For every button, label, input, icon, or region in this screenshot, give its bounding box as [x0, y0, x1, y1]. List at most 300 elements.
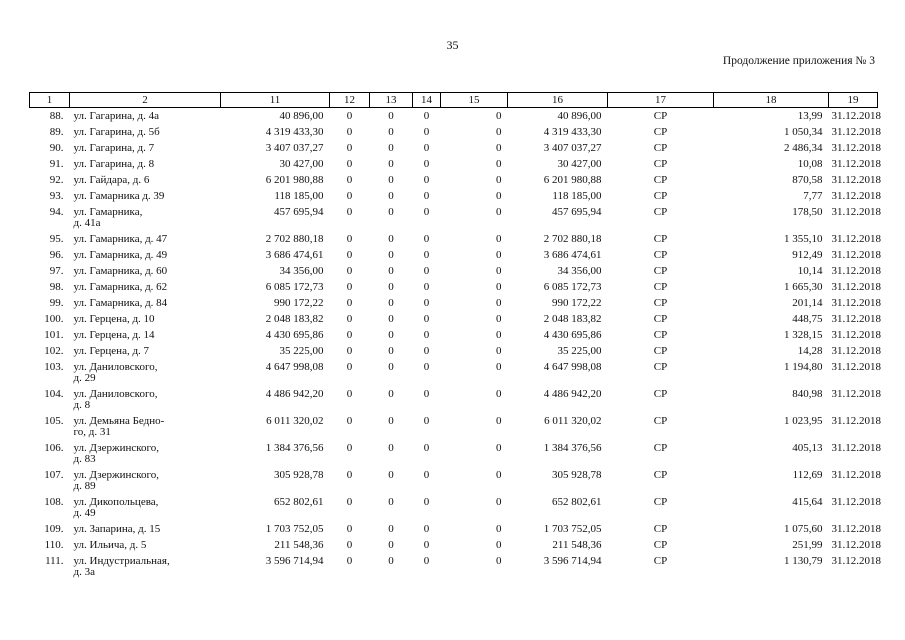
address: ул. Гамарника, д. 41а: [73, 206, 143, 229]
col-16-value: 6 085 172,73: [543, 281, 602, 293]
address: ул. Гамарника, д. 49: [73, 249, 168, 261]
col-header-2: 2: [70, 93, 221, 108]
col-12-value: 0: [346, 469, 353, 481]
col-18-value: 840,98: [792, 388, 823, 400]
address: ул. Герцена, д. 14: [73, 329, 155, 341]
col-14-value: 0: [423, 361, 430, 373]
col-12-value: 0: [346, 388, 353, 400]
col-12-value: 0: [346, 110, 353, 122]
address: ул. Гагарина, д. 8: [73, 158, 155, 170]
row-number: 94.: [49, 206, 64, 218]
col-17-code: СР: [653, 281, 668, 293]
col-19-date: 31.12.2018: [831, 539, 881, 551]
col-17-code: СР: [653, 329, 668, 341]
col-13-value: 0: [388, 388, 394, 400]
col-17-code: СР: [653, 469, 668, 481]
address: ул. Даниловского, д. 29: [73, 361, 158, 384]
col-11-value: 4 430 695,86: [265, 329, 324, 341]
col-11-value: 1 703 752,05: [265, 523, 324, 535]
col-18-value: 1 050,34: [784, 126, 823, 138]
table-row: [30, 311, 878, 327]
col-18-value: 13,99: [797, 110, 823, 122]
col-14-value: 0: [423, 329, 430, 341]
col-12-value: 0: [346, 523, 353, 535]
col-19-date: 31.12.2018: [831, 555, 881, 567]
col-15-value: 0: [496, 233, 502, 245]
col-15-value: 0: [496, 249, 502, 261]
col-13-value: 0: [388, 142, 394, 154]
col-17-code: СР: [653, 142, 668, 154]
col-11-value: 1 384 376,56: [265, 442, 324, 454]
row-number: 109.: [44, 523, 64, 535]
col-16-value: 30 427,00: [557, 158, 602, 170]
table-row: [30, 343, 878, 359]
appendix-caption: Продолжение приложения № 3: [722, 55, 875, 67]
col-15-value: 0: [496, 313, 502, 325]
table-row: [30, 359, 878, 386]
row-number: 90.: [49, 142, 64, 154]
col-18-value: 448,75: [792, 313, 823, 325]
table-row: [30, 413, 878, 440]
col-14-value: 0: [423, 265, 430, 277]
col-18-value: 7,77: [803, 190, 823, 202]
col-13-value: 0: [388, 110, 394, 122]
col-18-value: 10,08: [797, 158, 823, 170]
col-19-date: 31.12.2018: [831, 388, 881, 400]
col-17-code: СР: [653, 206, 668, 218]
col-12-value: 0: [346, 249, 353, 261]
col-header-19: 19: [829, 93, 878, 108]
table-row: [30, 386, 878, 413]
col-18-value: 1 075,60: [784, 523, 823, 535]
col-16-value: 4 486 942,20: [543, 388, 602, 400]
col-header-15: 15: [441, 93, 508, 108]
col-12-value: 0: [346, 345, 353, 357]
col-16-value: 305 928,78: [552, 469, 602, 481]
col-14-value: 0: [423, 233, 430, 245]
table-row: [30, 279, 878, 295]
col-13-value: 0: [388, 265, 394, 277]
col-17-code: СР: [653, 345, 668, 357]
col-19-date: 31.12.2018: [831, 496, 881, 508]
row-number: 99.: [49, 297, 64, 309]
address: ул. Дикопольцева, д. 49: [73, 496, 159, 519]
col-15-value: 0: [496, 442, 502, 454]
row-number: 92.: [49, 174, 64, 186]
row-number: 108.: [44, 496, 64, 508]
col-15-value: 0: [496, 555, 502, 567]
col-16-value: 6 011 320,02: [544, 415, 602, 427]
col-18-value: 1 665,30: [784, 281, 823, 293]
col-14-value: 0: [423, 249, 430, 261]
address: ул. Герцена, д. 10: [73, 313, 155, 325]
col-15-value: 0: [496, 469, 502, 481]
col-12-value: 0: [346, 361, 353, 373]
col-18-value: 405,13: [792, 442, 823, 454]
col-14-value: 0: [423, 469, 430, 481]
col-11-value: 6 011 320,02: [266, 415, 324, 427]
col-13-value: 0: [388, 523, 394, 535]
col-16-value: 652 802,61: [552, 496, 602, 508]
row-number: 89.: [49, 126, 64, 138]
col-12-value: 0: [346, 313, 353, 325]
row-number: 93.: [49, 190, 64, 202]
col-18-value: 14,28: [797, 345, 823, 357]
col-12-value: 0: [346, 415, 353, 427]
col-12-value: 0: [346, 158, 353, 170]
col-19-date: 31.12.2018: [831, 329, 881, 341]
col-17-code: СР: [653, 126, 668, 138]
row-number: 104.: [44, 388, 64, 400]
col-11-value: 211 548,36: [274, 539, 324, 551]
col-19-date: 31.12.2018: [831, 142, 881, 154]
col-13-value: 0: [388, 415, 394, 427]
col-header-14: 14: [413, 93, 441, 108]
row-number: 111.: [45, 555, 64, 567]
col-13-value: 0: [388, 297, 394, 309]
col-13-value: 0: [388, 496, 394, 508]
row-number: 105.: [44, 415, 64, 427]
address: ул. Дзержинского, д. 83: [73, 442, 160, 465]
table-row: [30, 467, 878, 494]
col-16-value: 118 185,00: [552, 190, 602, 202]
col-13-value: 0: [388, 313, 394, 325]
col-12-value: 0: [346, 442, 353, 454]
col-15-value: 0: [496, 329, 502, 341]
col-19-date: 31.12.2018: [831, 415, 881, 427]
col-17-code: СР: [653, 265, 668, 277]
col-13-value: 0: [388, 361, 394, 373]
col-14-value: 0: [423, 281, 430, 293]
col-17-code: СР: [653, 110, 668, 122]
col-13-value: 0: [388, 555, 394, 567]
row-number: 100.: [44, 313, 64, 325]
col-16-value: 457 695,94: [552, 206, 602, 218]
col-19-date: 31.12.2018: [831, 158, 881, 170]
col-11-value: 3 686 474,61: [265, 249, 324, 261]
col-11-value: 990 172,22: [274, 297, 324, 309]
table-row: [30, 140, 878, 156]
col-11-value: 40 896,00: [279, 110, 324, 122]
col-11-value: 2 702 880,18: [265, 233, 324, 245]
table-row: [30, 327, 878, 343]
col-17-code: СР: [653, 174, 668, 186]
col-19-date: 31.12.2018: [831, 206, 881, 218]
col-13-value: 0: [388, 190, 394, 202]
col-17-code: СР: [653, 249, 668, 261]
col-14-value: 0: [423, 345, 430, 357]
col-14-value: 0: [423, 190, 430, 202]
col-16-value: 3 686 474,61: [543, 249, 602, 261]
table-row: [30, 204, 878, 231]
col-16-value: 1 703 752,05: [543, 523, 602, 535]
address: ул. Гайдара, д. 6: [73, 174, 150, 186]
col-11-value: 457 695,94: [274, 206, 324, 218]
col-15-value: 0: [496, 523, 502, 535]
row-number: 97.: [49, 265, 64, 277]
col-18-value: 912,49: [792, 249, 823, 261]
col-18-value: 1 355,10: [784, 233, 823, 245]
col-18-value: 870,58: [792, 174, 823, 186]
col-16-value: 34 356,00: [557, 265, 602, 277]
col-18-value: 2 486,34: [784, 142, 823, 154]
col-header-17: 17: [608, 93, 714, 108]
col-12-value: 0: [346, 539, 353, 551]
table-row: [30, 537, 878, 553]
col-15-value: 0: [496, 174, 502, 186]
col-19-date: 31.12.2018: [831, 469, 881, 481]
col-12-value: 0: [346, 297, 353, 309]
row-number: 95.: [49, 233, 64, 245]
col-18-value: 415,64: [792, 496, 823, 508]
table-row: [30, 172, 878, 188]
col-16-value: 990 172,22: [552, 297, 602, 309]
table-row: [30, 553, 878, 580]
row-number: 96.: [49, 249, 64, 261]
col-19-date: 31.12.2018: [831, 126, 881, 138]
col-14-value: 0: [423, 555, 430, 567]
col-header-13: 13: [370, 93, 413, 108]
col-14-value: 0: [423, 496, 430, 508]
col-12-value: 0: [346, 265, 353, 277]
col-15-value: 0: [496, 190, 502, 202]
row-number: 103.: [44, 361, 64, 373]
col-15-value: 0: [496, 297, 502, 309]
col-11-value: 118 185,00: [274, 190, 324, 202]
address: ул. Гамарника, д. 84: [73, 297, 168, 309]
col-15-value: 0: [496, 361, 502, 373]
col-14-value: 0: [423, 539, 430, 551]
table-row: [30, 440, 878, 467]
address: ул. Герцена, д. 7: [73, 345, 150, 357]
col-18-value: 1 130,79: [784, 555, 823, 567]
table-row: [30, 247, 878, 263]
col-header-18: 18: [714, 93, 829, 108]
address: ул. Дзержинского, д. 89: [73, 469, 160, 492]
col-18-value: 251,99: [792, 539, 823, 551]
col-17-code: СР: [653, 313, 668, 325]
col-14-value: 0: [423, 415, 430, 427]
col-11-value: 4 319 433,30: [265, 126, 324, 138]
col-12-value: 0: [346, 281, 353, 293]
col-15-value: 0: [496, 539, 502, 551]
col-14-value: 0: [423, 523, 430, 535]
col-14-value: 0: [423, 206, 430, 218]
address: ул. Гагарина, д. 4а: [73, 110, 160, 122]
col-11-value: 34 356,00: [279, 265, 324, 277]
col-14-value: 0: [423, 110, 430, 122]
col-18-value: 1 194,80: [784, 361, 823, 373]
table-row: [30, 156, 878, 172]
col-11-value: 4 647 998,08: [265, 361, 324, 373]
col-13-value: 0: [388, 539, 394, 551]
col-11-value: 305 928,78: [274, 469, 324, 481]
table-row: [30, 231, 878, 247]
col-18-value: 178,50: [792, 206, 823, 218]
col-16-value: 2 048 183,82: [543, 313, 602, 325]
col-17-code: СР: [653, 388, 668, 400]
col-13-value: 0: [388, 249, 394, 261]
address: ул. Гамарника, д. 47: [73, 233, 168, 245]
col-13-value: 0: [388, 233, 394, 245]
col-13-value: 0: [388, 345, 394, 357]
col-16-value: 4 647 998,08: [543, 361, 602, 373]
col-19-date: 31.12.2018: [831, 297, 881, 309]
col-19-date: 31.12.2018: [831, 249, 881, 261]
col-11-value: 3 596 714,94: [265, 555, 324, 567]
col-12-value: 0: [346, 496, 353, 508]
header-row: [30, 93, 878, 108]
col-16-value: 3 407 037,27: [543, 142, 602, 154]
address: ул. Гагарина, д. 7: [73, 142, 155, 154]
row-number: 106.: [44, 442, 64, 454]
table-row: [30, 521, 878, 537]
table-row: [30, 188, 878, 204]
col-16-value: 4 430 695,86: [543, 329, 602, 341]
col-13-value: 0: [388, 329, 394, 341]
table-row: [30, 124, 878, 140]
col-17-code: СР: [653, 297, 668, 309]
col-18-value: 10,14: [797, 265, 823, 277]
col-17-code: СР: [653, 158, 668, 170]
address: ул. Гамарника д. 39: [73, 190, 165, 202]
table-row: [30, 494, 878, 521]
address: ул. Гамарника, д. 62: [73, 281, 168, 293]
col-19-date: 31.12.2018: [831, 190, 881, 202]
row-number: 102.: [44, 345, 64, 357]
row-number: 101.: [44, 329, 64, 341]
col-13-value: 0: [388, 469, 394, 481]
col-16-value: 35 225,00: [557, 345, 602, 357]
col-17-code: СР: [653, 361, 668, 373]
table-row: [30, 108, 878, 125]
col-15-value: 0: [496, 110, 502, 122]
col-16-value: 2 702 880,18: [543, 233, 602, 245]
address: ул. Ильича, д. 5: [73, 539, 147, 551]
row-number: 98.: [49, 281, 64, 293]
col-19-date: 31.12.2018: [831, 233, 881, 245]
col-11-value: 30 427,00: [279, 158, 324, 170]
col-15-value: 0: [496, 142, 502, 154]
col-15-value: 0: [496, 345, 502, 357]
col-18-value: 1 328,15: [784, 329, 823, 341]
col-11-value: 3 407 037,27: [265, 142, 324, 154]
col-17-code: СР: [653, 523, 668, 535]
col-12-value: 0: [346, 555, 353, 567]
col-17-code: СР: [653, 496, 668, 508]
col-13-value: 0: [388, 206, 394, 218]
col-15-value: 0: [496, 281, 502, 293]
col-15-value: 0: [496, 158, 502, 170]
col-12-value: 0: [346, 233, 353, 245]
col-16-value: 4 319 433,30: [543, 126, 602, 138]
col-18-value: 1 023,95: [784, 415, 823, 427]
row-number: 91.: [49, 158, 64, 170]
address: ул. Индустриальная, д. 3а: [73, 555, 170, 578]
col-header-1: 1: [30, 93, 70, 108]
col-16-value: 6 201 980,88: [543, 174, 602, 186]
col-15-value: 0: [496, 265, 502, 277]
col-15-value: 0: [496, 206, 502, 218]
col-14-value: 0: [423, 142, 430, 154]
col-11-value: 652 802,61: [274, 496, 324, 508]
col-15-value: 0: [496, 388, 502, 400]
col-19-date: 31.12.2018: [831, 110, 881, 122]
col-13-value: 0: [388, 281, 394, 293]
col-14-value: 0: [423, 297, 430, 309]
table-row: [30, 263, 878, 279]
address: ул. Даниловского, д. 8: [73, 388, 158, 411]
col-14-value: 0: [423, 313, 430, 325]
col-19-date: 31.12.2018: [831, 265, 881, 277]
col-19-date: 31.12.2018: [831, 523, 881, 535]
page-number: 35: [446, 38, 459, 52]
col-header-11: 11: [221, 93, 330, 108]
col-15-value: 0: [496, 126, 502, 138]
col-17-code: СР: [653, 233, 668, 245]
col-12-value: 0: [346, 190, 353, 202]
col-17-code: СР: [653, 555, 668, 567]
col-17-code: СР: [653, 190, 668, 202]
address: ул. Демьяна Бедно- го, д. 31: [73, 415, 165, 438]
table-row: [30, 295, 878, 311]
col-16-value: 40 896,00: [557, 110, 602, 122]
col-11-value: 6 085 172,73: [265, 281, 324, 293]
row-number: 110.: [44, 539, 64, 551]
col-11-value: 4 486 942,20: [265, 388, 324, 400]
col-14-value: 0: [423, 388, 430, 400]
col-19-date: 31.12.2018: [831, 442, 881, 454]
col-14-value: 0: [423, 126, 430, 138]
address: ул. Гамарника, д. 60: [73, 265, 168, 277]
col-13-value: 0: [388, 174, 394, 186]
col-18-value: 201,14: [792, 297, 823, 309]
col-12-value: 0: [346, 206, 353, 218]
col-11-value: 2 048 183,82: [265, 313, 324, 325]
col-19-date: 31.12.2018: [831, 361, 881, 373]
col-19-date: 31.12.2018: [831, 345, 881, 357]
col-12-value: 0: [346, 142, 353, 154]
col-11-value: 6 201 980,88: [265, 174, 324, 186]
col-12-value: 0: [346, 126, 353, 138]
col-18-value: 112,69: [792, 469, 823, 481]
address: ул. Гагарина, д. 5б: [73, 126, 160, 138]
row-number: 107.: [44, 469, 64, 481]
col-14-value: 0: [423, 158, 430, 170]
col-12-value: 0: [346, 174, 353, 186]
col-header-12: 12: [330, 93, 370, 108]
col-13-value: 0: [388, 158, 394, 170]
col-12-value: 0: [346, 329, 353, 341]
col-15-value: 0: [496, 415, 502, 427]
row-number: 88.: [49, 110, 64, 122]
col-16-value: 1 384 376,56: [543, 442, 602, 454]
col-15-value: 0: [496, 496, 502, 508]
col-11-value: 35 225,00: [279, 345, 324, 357]
col-header-16: 16: [508, 93, 608, 108]
col-13-value: 0: [388, 126, 394, 138]
address: ул. Запарина, д. 15: [73, 523, 161, 535]
data-table: [29, 92, 881, 580]
col-19-date: 31.12.2018: [831, 313, 881, 325]
col-17-code: СР: [653, 415, 668, 427]
col-14-value: 0: [423, 174, 430, 186]
col-17-code: СР: [653, 442, 668, 454]
col-16-value: 211 548,36: [552, 539, 602, 551]
col-19-date: 31.12.2018: [831, 174, 881, 186]
col-16-value: 3 596 714,94: [543, 555, 602, 567]
col-17-code: СР: [653, 539, 668, 551]
